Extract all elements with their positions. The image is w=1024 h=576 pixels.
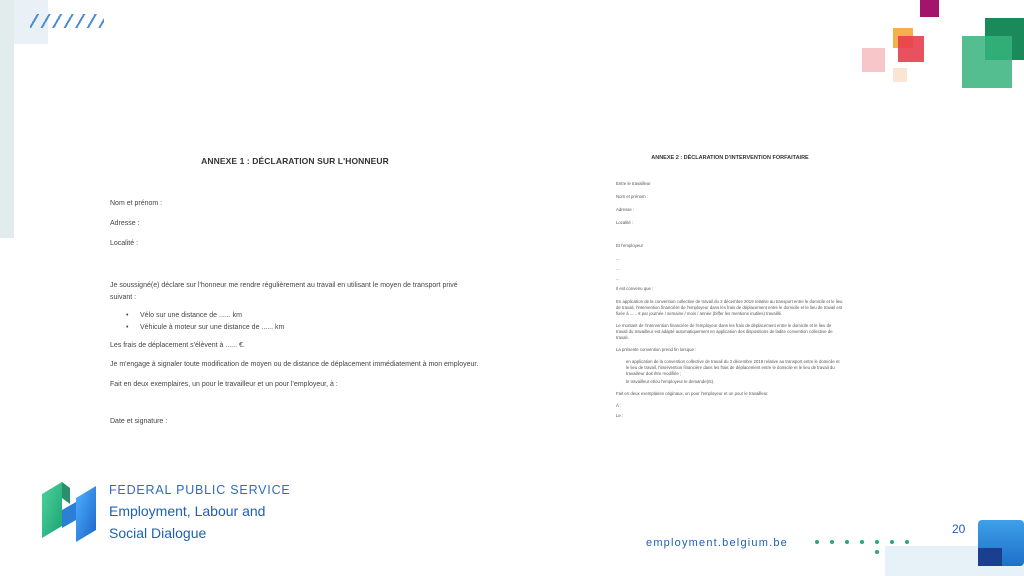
list-item: en application de la convention collective de travail du 3 décembre 2019 relative au transport entre le domicile et le lieu de travail, l'intervention financière dans les frais de déplacement entre le domicile et le lieu de travail du travailleur doit être modifiée ; bbox=[626, 359, 840, 376]
decor-square bbox=[898, 36, 924, 62]
annex1-date-signature: Date et signature : bbox=[110, 418, 168, 425]
annex1-document bbox=[110, 156, 480, 425]
annex2-locality: Localité : bbox=[616, 220, 634, 225]
hatch-decoration bbox=[30, 14, 104, 28]
annex2-between-worker: Entre le travailleur bbox=[616, 181, 651, 186]
annex2-dots: ... bbox=[616, 256, 620, 261]
decor-square bbox=[920, 0, 939, 17]
annex2-para2: Le montant de l'intervention financière de l'employeur dans les frais de déplacement entre le domicile et le lieu de travail du travailleur est adapté automatiquement en application des dispositions de ladite convention collective de travail. bbox=[616, 323, 833, 340]
decor-square bbox=[862, 48, 885, 72]
annex2-para1: En application de la convention collective de travail du 3 décembre 2019 relative au transport entre le domicile et le lieu de travail, l'intervention financière de l'employeur dans les frais de déplacement entre le domicile et le lieu de travail est fixée à ...... € par journée / semaine / mois / année (biffer les mentions inutiles) travaillé. bbox=[616, 299, 843, 316]
annex2-and-employer: Et l'employeur bbox=[616, 243, 644, 248]
annex1-commitment: Je m'engage à signaler toute modification de moyen ou de distance de déplacement immédiatement à mon employeur. bbox=[110, 361, 479, 368]
annex2-copies: Fait en deux exemplaires originaux, un pour l'employeur et un pour le travailleur. bbox=[616, 391, 769, 396]
list-item: le travailleur et/ou l'employeur le demande(nt). bbox=[626, 379, 715, 384]
annex2-on: Le : bbox=[616, 413, 624, 418]
annex1-field-locality: Localité : bbox=[110, 240, 139, 247]
list-item: • Vélo sur une distance de ...... km bbox=[126, 310, 480, 322]
organization-name bbox=[109, 483, 291, 541]
annex1-costs: Les frais de déplacement s'élèvent à ...... €. bbox=[110, 342, 245, 349]
annex2-para3: La présente convention prend fin lorsque : bbox=[616, 347, 697, 352]
annex2-end-list bbox=[626, 359, 844, 385]
annex2-dots: ... bbox=[616, 266, 620, 271]
annex2-name: Nom et prénom : bbox=[616, 194, 649, 199]
decor-square bbox=[962, 36, 1012, 88]
org-line1: FEDERAL PUBLIC SERVICE bbox=[109, 483, 291, 497]
fps-logo-icon bbox=[40, 480, 98, 544]
annex1-declaration: Je soussigné(e) déclare sur l'honneur me rendre régulièrement au travail en utilisant le moyen de transport privé suivant : bbox=[110, 282, 458, 301]
decor-square bbox=[893, 68, 907, 82]
left-decoration-strip bbox=[0, 0, 14, 238]
annex1-field-name: Nom et prénom : bbox=[110, 200, 163, 207]
annex2-at: À : bbox=[616, 403, 622, 408]
annex1-transport-list bbox=[126, 310, 480, 334]
annex2-document bbox=[616, 155, 844, 423]
annex2-title: ANNEXE 2 : DÉCLARATION D'INTERVENTION FORFAITAIRE bbox=[651, 155, 809, 161]
org-line3: Social Dialogue bbox=[109, 525, 207, 541]
annex1-title: ANNEXE 1 : DÉCLARATION SUR L'HONNEUR bbox=[201, 156, 389, 166]
org-line2: Employment, Labour and bbox=[109, 503, 266, 519]
page-number: 20 bbox=[952, 522, 966, 536]
website-link[interactable]: employment.belgium.be bbox=[646, 537, 788, 549]
annex1-field-address: Adresse : bbox=[110, 220, 140, 227]
annex1-copies: Fait en deux exemplaires, un pour le travailleur et un pour l'employeur, à : bbox=[110, 381, 338, 388]
annex2-address: Adresse : bbox=[616, 207, 635, 212]
corner-decoration bbox=[978, 548, 1002, 566]
annex2-agreed: Il est convenu que : bbox=[616, 286, 654, 291]
annex2-dots: ... bbox=[616, 276, 620, 281]
list-item: • Véhicule à moteur sur une distance de ...... km bbox=[126, 322, 480, 334]
